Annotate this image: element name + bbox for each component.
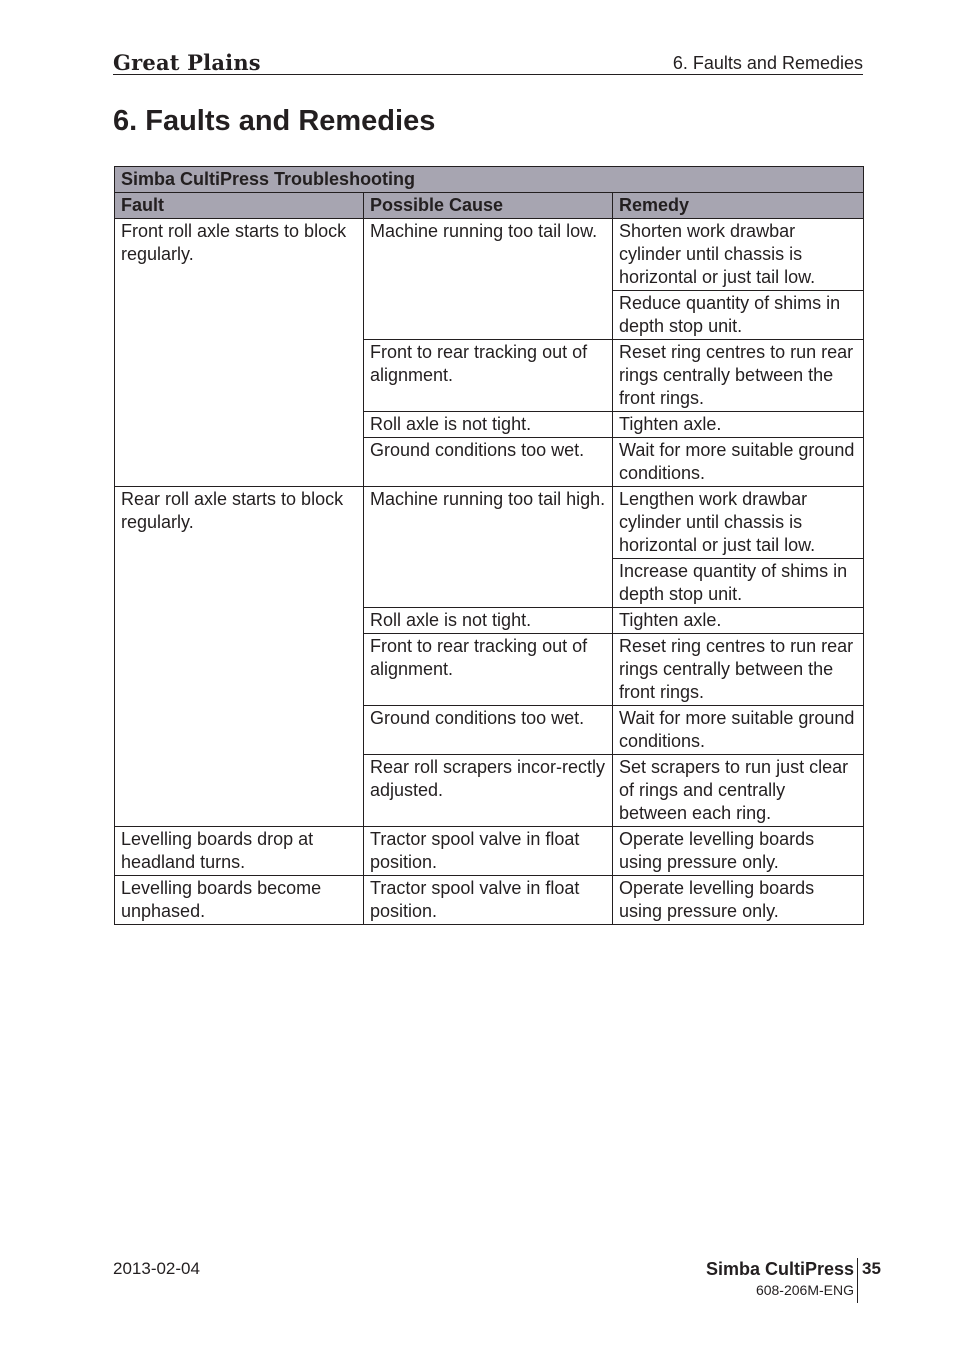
remedy-cell: Operate levelling boards using pressure only. [613,827,864,876]
cause-cell: Roll axle is not tight. [364,608,613,634]
remedy-cell: Set scrapers to run just clear of rings and centrally between each ring. [613,755,864,827]
page-number: 35 [862,1259,881,1278]
remedy-cell: Tighten axle. [613,412,864,438]
table-caption: Simba CultiPress Troubleshooting [115,167,864,193]
table-row [115,487,864,559]
fault-cell: Levelling boards drop at headland turns. [115,827,364,876]
header-section-reference: 6. Faults and Remedies [672,53,863,73]
footer-divider [857,1258,858,1303]
cause-cell: Tractor spool valve in float position. [364,827,613,876]
cause-cell: Ground conditions too wet. [364,706,613,755]
column-header-remedy: Remedy [613,193,864,219]
table-header-row [115,193,864,219]
footer-product-name: Simba CultiPress [705,1259,854,1279]
fault-cell: Front roll axle starts to block regularly. [115,219,364,487]
cause-cell: Front to rear tracking out of alignment. [364,634,613,706]
table-row [115,827,864,876]
cause-cell: Machine running too tail high. [364,487,613,608]
remedy-cell: Wait for more suitable ground conditions. [613,438,864,487]
table-caption-row [115,167,864,193]
remedy-cell: Reset ring centres to run rear rings centrally between the front rings. [613,634,864,706]
brand-logo-text: Great Plains [113,50,261,75]
remedy-cell: Shorten work drawbar cylinder until chassis is horizontal or just tail low. [613,219,864,291]
cause-cell: Ground conditions too wet. [364,438,613,487]
table-row [115,219,864,291]
footer-document-number: 608-206M-ENG [755,1282,854,1298]
table-row [115,876,864,925]
fault-cell: Levelling boards become unphased. [115,876,364,925]
cause-cell: Roll axle is not tight. [364,412,613,438]
header-divider [113,74,863,75]
cause-cell: Front to rear tracking out of alignment. [364,340,613,412]
troubleshooting-table [114,166,864,925]
table-body [115,219,864,925]
column-header-fault: Fault [115,193,364,219]
remedy-cell: Wait for more suitable ground conditions. [613,706,864,755]
cause-cell: Rear roll scrapers incor-rectly adjusted. [364,755,613,827]
page-title: 6. Faults and Remedies [113,105,436,137]
remedy-cell: Lengthen work drawbar cylinder until chassis is horizontal or just tail low. [613,487,864,559]
cause-cell: Machine running too tail low. [364,219,613,340]
footer-date: 2013-02-04 [113,1259,200,1278]
fault-cell: Rear roll axle starts to block regularly. [115,487,364,827]
remedy-cell: Tighten axle. [613,608,864,634]
cause-cell: Tractor spool valve in float position. [364,876,613,925]
column-header-possible-cause: Possible Cause [364,193,613,219]
remedy-cell: Reset ring centres to run rear rings centrally between the front rings. [613,340,864,412]
remedy-cell: Operate levelling boards using pressure only. [613,876,864,925]
remedy-cell: Increase quantity of shims in depth stop unit. [613,559,864,608]
remedy-cell: Reduce quantity of shims in depth stop unit. [613,291,864,340]
